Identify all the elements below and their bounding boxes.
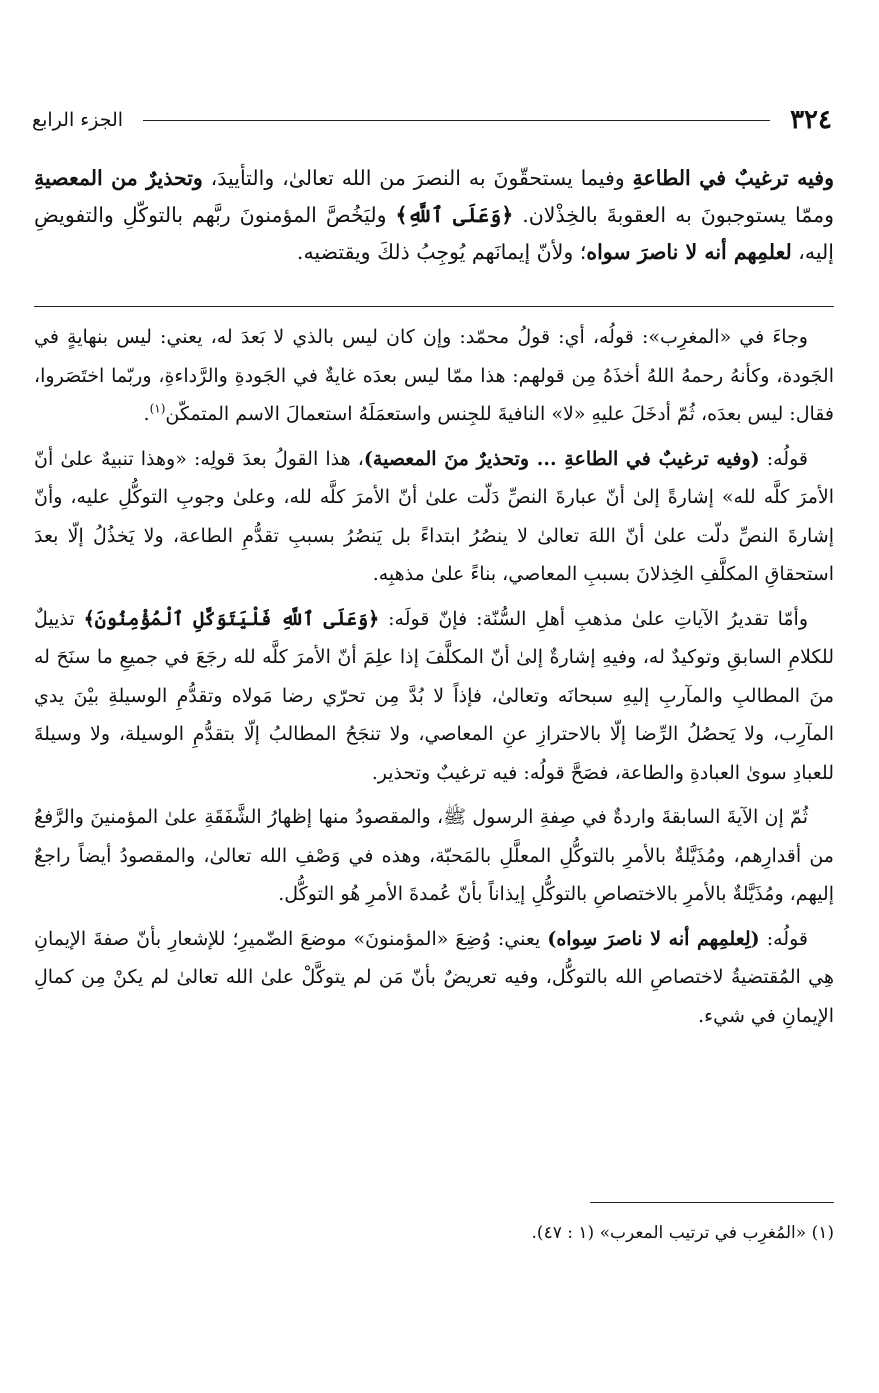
paragraph-lead: قولُه: <box>759 927 808 950</box>
running-title: الجزء الرابع <box>32 109 124 131</box>
commentary-block <box>34 318 834 1041</box>
main-divider <box>34 306 834 307</box>
commentary-paragraph-2 <box>34 440 834 594</box>
quoted-phrase: (وفيه ترغيبٌ في الطاعةِ ... وتحذيرٌ منَ المعصية) <box>363 447 760 470</box>
paragraph-end: . <box>143 403 150 425</box>
main-text-3: وليَخُصَّ المؤمنونَ ربَّهم بالتوكّلِ والتفويضِ إليه، <box>34 203 834 264</box>
header-rule <box>143 120 770 121</box>
paragraph-lead: قولُه: <box>759 447 808 470</box>
quran-verse: ﴿وَعَلَى ٱللَّهِ فَلْيَتَوَكَّلِ ٱلْمُؤْمِنُونَ﴾ <box>83 607 380 630</box>
quoted-phrase: (لِعلمِهم أنه لا ناصرَ سِواه) <box>547 927 760 950</box>
commentary-paragraph-4 <box>34 798 834 914</box>
commentary-paragraph-3 <box>34 600 834 793</box>
main-text-2: وممّا يستوجبونَ به العقوبةَ بالخِذْلان. <box>513 203 834 227</box>
paragraph-text: وجاءَ في «المغرِب»: قولُه، أي: قولُ محمّد: وإن كان ليس بالذي لا بَعدَ له، يعني: ليس بنهايةٍ في الجَودة، وكأنهُ رحمهُ اللهُ أخذَهُ مِن قولهم: هذا ممّا ليس بعدَه غايةٌ في الجَودةِ والرَّداءةِ، وربّما اختَصَروا، فقال: ليس بعدَه، ثُمّ أدخَلَ عليهِ «لا» النافيةَ للجِنس واستعمَلَهُ استعمالَ الاسم المتمكّن <box>34 326 834 425</box>
main-text-block <box>34 160 834 271</box>
commentary-paragraph-1 <box>34 318 834 434</box>
paragraph-lead: وأمّا تقديرُ الآياتِ علىٰ مذهبِ أهلِ السُّنّة: فإنّ قولَه: <box>379 607 808 630</box>
paragraph-text: ، هذا القولُ بعدَ قولِه: «وهذا تنبيهٌ علىٰ أنّ الأمرَ كلَّه لله» إشارةً إلىٰ أنّ عبارةَ النصِّ دَلّت علىٰ أنّ الأمرَ كلَّه لله، وعلىٰ وجوبِ التوكُّلِ عليه، وأنّ إشارةَ النصِّ دلّت علىٰ أنّ اللهَ تعالىٰ لا ينصُرُ ابتداءً بل يَنصُرُ بسببِ تقدُّمِ الطاعة، ولا يَخذُلُ إلّا بعدَ استحقاقِ المكلَّفِ الخِذلانَ بسببِ المعاصي، بناءً علىٰ مذهبِه. <box>34 447 834 585</box>
footnote: (١) «المُغرِب في ترتيب المعرب» (١ : ٤٧). <box>531 1223 834 1243</box>
footnote-divider <box>590 1202 834 1203</box>
paragraph-text: يعني: وُضِعَ «المؤمنونَ» موضعَ الضّميرِ؛ للإشعارِ بأنّ صفةَ الإيمانِ هِي المُقتضيةُ لاختصاصِ الله بالتوكُّل، وفيه تعريضٌ بأنّ مَن لم يتوكَّلْ علىٰ الله تعالىٰ لم يكنْ مِن كمالِ الإيمانِ في شيء. <box>34 927 834 1027</box>
main-bold-2: وتحذيرٌ من المعصيةِ <box>34 166 203 190</box>
paragraph-text: ثُمّ إن الآيةَ السابقةَ واردةٌ في صِفةِ الرسول ﷺ، والمقصودُ منها إظهارُ الشَّفَقَةِ علىٰ المؤمنينَ والرَّفعُ من أقدارِهم، ومُذَيَّلةٌ بالأمرِ بالتوكُّلِ المعلَّلِ بالمَحبّة، وهذه في وَصْفِ الله تعالىٰ، والمقصودُ أيضاً راجعٌ إليهم، ومُذَيَّلةٌ بالأمرِ بالاختصاصِ بالتوكُّلِ إيذاناً بأنّ عُمدةَ الأمرِ هُو التوكُّل. <box>34 806 834 905</box>
page-number: ٣٢٤ <box>790 105 832 135</box>
quran-reference: ﴿وَعَلَى ٱللَّهِ﴾ <box>395 203 514 227</box>
commentary-paragraph-5 <box>34 920 834 1036</box>
page-header <box>32 100 832 140</box>
main-bold-1: وفيه ترغيبٌ في الطاعةِ <box>632 166 834 190</box>
main-text-4: ؛ ولأنّ إيمانَهم يُوجِبُ ذلكَ ويقتضيه. <box>296 240 587 264</box>
footnote-marker: (١) <box>149 401 166 416</box>
main-bold-3: لعلمِهم أنه لا ناصرَ سواه <box>586 240 792 264</box>
paragraph-text: تذييلٌ للكلامِ السابقِ وتوكيدٌ له، وفيهِ إشارةٌ إلىٰ أنّ المكلَّفَ إذا علِمَ أنّ الأمرَ كلَّه لله رجَعَ في جميعِ ما سنَحَ له منَ المطالبِ والمآربِ إليهِ سبحانَه وتعالىٰ، فإذاً لا بُدَّ مِن تحرّي رضا مَولاه وتقدُّمِ الوسيلةِ بيْنَ يدي المآرِب، ولا يَحصُلُ الرِّضا إلّا بالاحترازِ عنِ المعاصي، ولا تنجَحُ المطالبُ إلّا بتقدُّمِ الوسيلة، ولا وسيلةَ للعبادِ سوىٰ العبادةِ والطاعة، فصَحَّ قولُه: فيه ترغيبٌ وتحذير. <box>34 607 834 784</box>
main-text-1: وفيما يستحقّونَ به النصرَ من الله تعالىٰ، والتأييدَ، <box>202 166 633 190</box>
